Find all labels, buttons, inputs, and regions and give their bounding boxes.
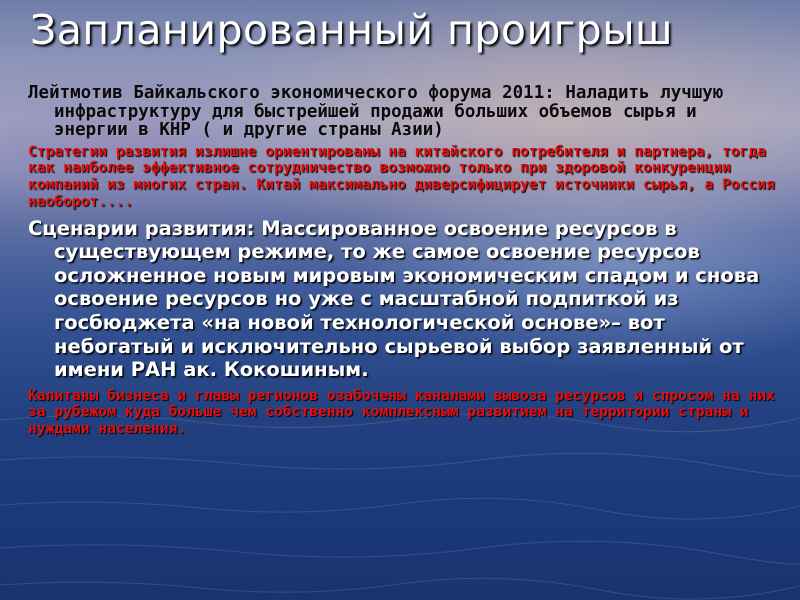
slide-title: Запланированный проигрыш bbox=[30, 6, 674, 54]
slide-body bbox=[28, 84, 780, 437]
paragraph-forum-leitmotif: Лейтмотив Байкальского экономического форума 2011: Наладить лучшую инфраструктуру для быстрейшей продажи больших объемов сырья и энергии в КНР ( и другие страны Азии) bbox=[28, 83, 724, 140]
paragraph-business-captains: Капитаны бизнеса и главы регионов озабочены каналами вывоза ресурсов и спросом на них за рубежом куда больше чем собственно комплексным развитием на территории страны и нуждами населения. bbox=[28, 386, 775, 437]
paragraph-development-strategies: Стратегии развития излишне ориентированы на китайского потребителя и партнера, тогда как наиболее эффективное сотрудничество возможно только при здоровой конкуренции компаний из многих стран. Китай максимально диверсифицирует источники сырья, а Россия наоборот.... bbox=[28, 142, 775, 210]
paragraph-development-scenarios: Сценарии развития: Массированное освоение ресурсов в существующем режиме, то же самое освоение ресурсов осложненное новым мировым экономическим спадом и снова освоение ресурсов но уже с масштабной подпиткой из госбюджета «на новой технологической основе»– вот небогатый и исключительно сырьевой выбор заявленный от имени РАН ак. Кокошиным. bbox=[28, 216, 760, 382]
